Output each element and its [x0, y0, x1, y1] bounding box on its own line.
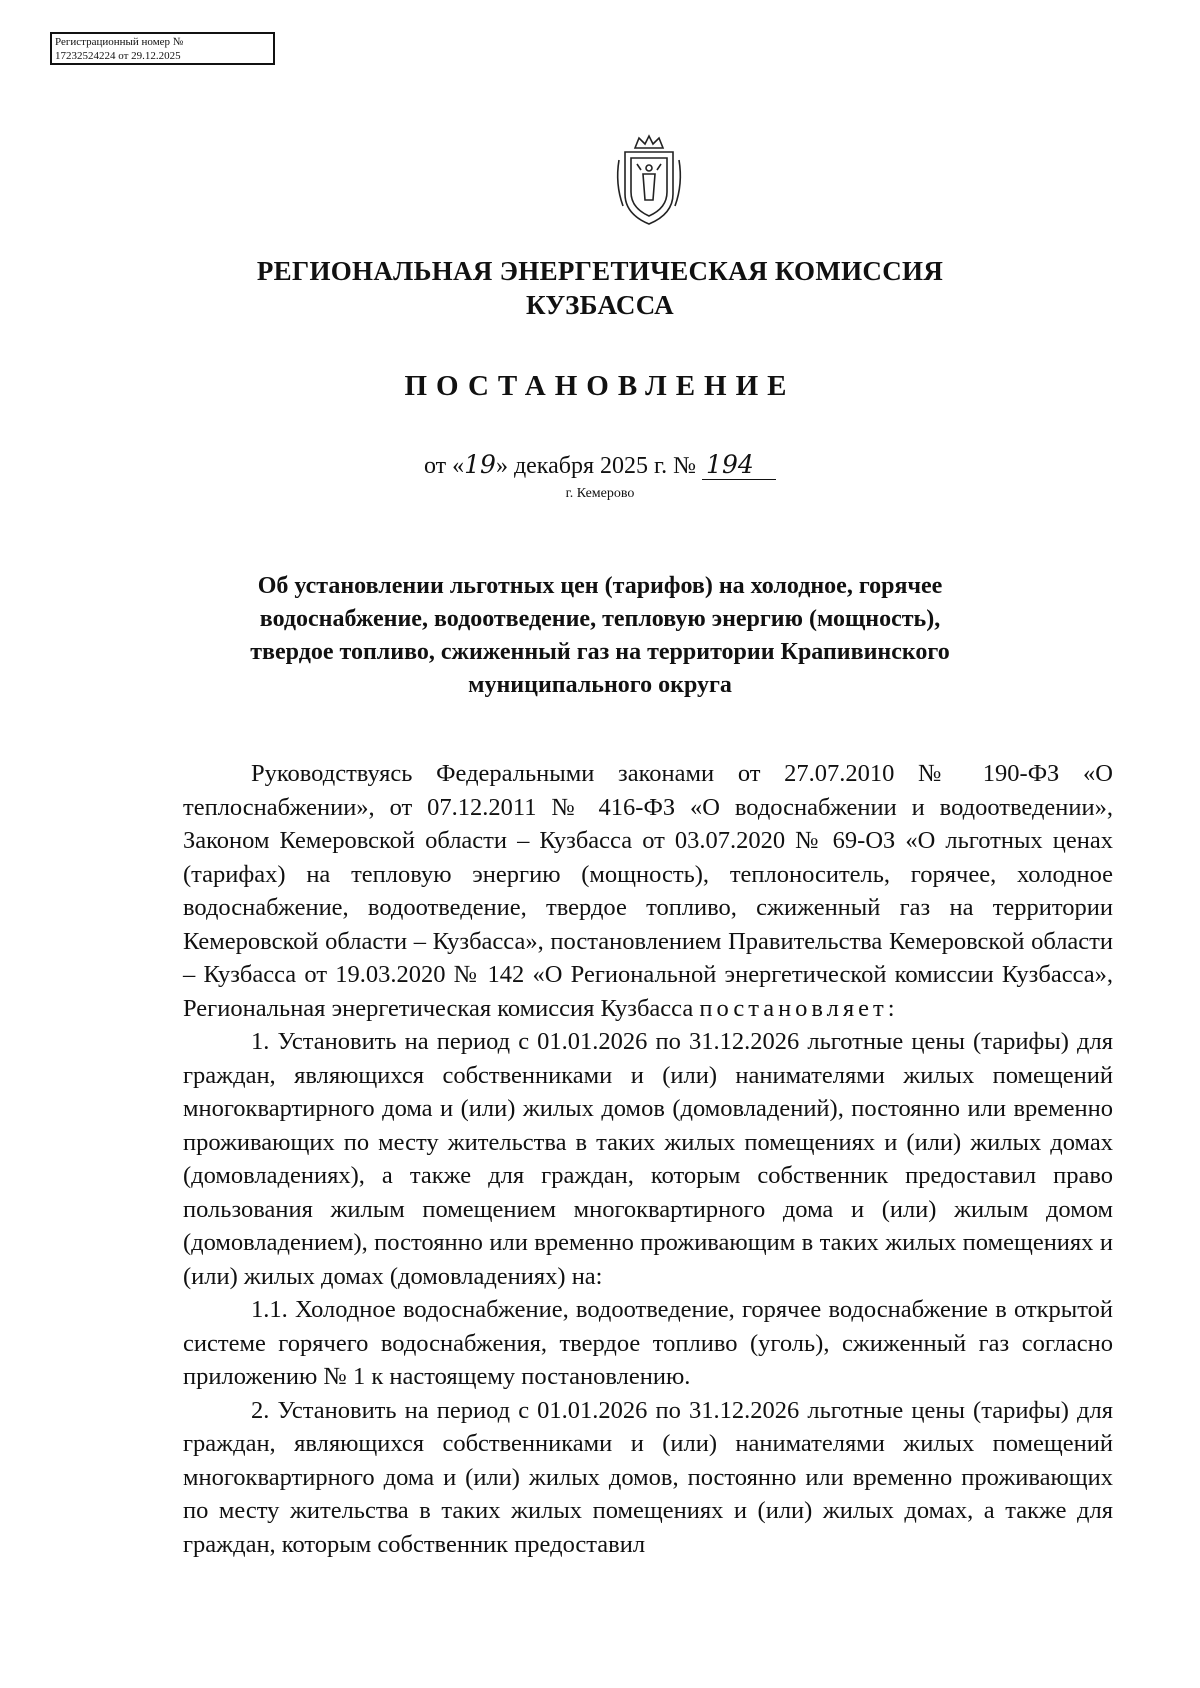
registration-stamp	[50, 32, 275, 65]
date-line	[0, 450, 1200, 480]
registration-number: 17232524224 от 29.12.2025	[55, 50, 181, 62]
organization-name: РЕГИОНАЛЬНАЯ ЭНЕРГЕТИЧЕСКАЯ КОМИССИЯ	[256, 256, 944, 286]
subject-line: муниципального округа	[468, 672, 732, 698]
coat-of-arms-icon	[613, 134, 685, 228]
item-1-1-paragraph: 1.1. Холодное водоснабжение, водоотведение, горячее водоснабжение в открытой системе горячего водоснабжения, твердое топливо (уголь), сжиженный газ согласно приложению № 1 к настоящему постановлению.	[183, 1296, 1113, 1390]
date-month-year: » декабря 2025 г. №	[495, 453, 697, 479]
item-2-paragraph: 2. Установить на период с 01.01.2026 по 31.12.2026 льготные цены (тарифы) для граждан, являющихся собственниками и (или) нанимателями жилых помещений многоквартирного дома и (или) жилых домов, постоянно или временно проживающих по месту жительства в таких жилых помещениях и (или) жилых домах, а также для граждан, которым собственник предоставил	[183, 1396, 1113, 1558]
decree-word: постановляет:	[699, 994, 899, 1022]
city-name: г. Кемерово	[565, 486, 635, 501]
subject-line: водоснабжение, водоотведение, тепловую энергию (мощность),	[259, 606, 941, 632]
date-prefix: от «	[423, 453, 465, 479]
organization-region: КУЗБАССА	[526, 290, 674, 320]
subject-line: твердое топливо, сжиженный газ на территории Крапивинского	[250, 639, 950, 665]
document-subject	[200, 570, 1000, 702]
document-number: 194	[702, 450, 776, 480]
item-1-paragraph: 1. Установить на период с 01.01.2026 по 31.12.2026 льготные цены (тарифы) для граждан, являющихся собственниками и (или) нанимателями жилых помещений многоквартирного дома и (или) жилых домов (домовладений), постоянно или временно проживающих по месту жительства в таких жилых помещениях и (или) жилых домах (домовладениях), а также для граждан, которым собственник предоставил право пользования жилым помещением многоквартирного дома и (или) жилым домом (домовладением), постоянно или временно проживающим в таких жилых помещениях и (или) жилых домах (домовладениях) на:	[183, 1028, 1113, 1290]
subject-line: Об установлении льготных цен (тарифов) на холодное, горячее	[257, 573, 943, 599]
preamble-paragraph	[183, 757, 1113, 1025]
registration-label: Регистрационный номер №	[55, 36, 184, 48]
document-body	[183, 757, 1113, 1561]
preamble-text: Руководствуясь Федеральными законами от 27.07.2010 № 190-ФЗ «О теплоснабжении», от 07.12.2011 № 416-ФЗ «О водоснабжении и водоотведении», Законом Кемеровской области – Кузбасса от 03.07.2020 № 69-ОЗ «О льготных ценах (тарифах) на тепловую энергию (мощность), теплоноситель, горячее, холодное водоснабжение, водоотведение, твердое топливо, сжиженный газ на территории Кемеровской области – Кузбасса», постановлением Правительства Кемеровской области – Кузбасса от 19.03.2020 № 142 «О Региональной энергетической комиссии Кузбасса», Региональная энергетическая комиссия Кузбасса	[183, 760, 1113, 1022]
document-type: ПОСТАНОВЛЕНИЕ	[404, 370, 796, 402]
date-day: 19	[464, 450, 496, 479]
